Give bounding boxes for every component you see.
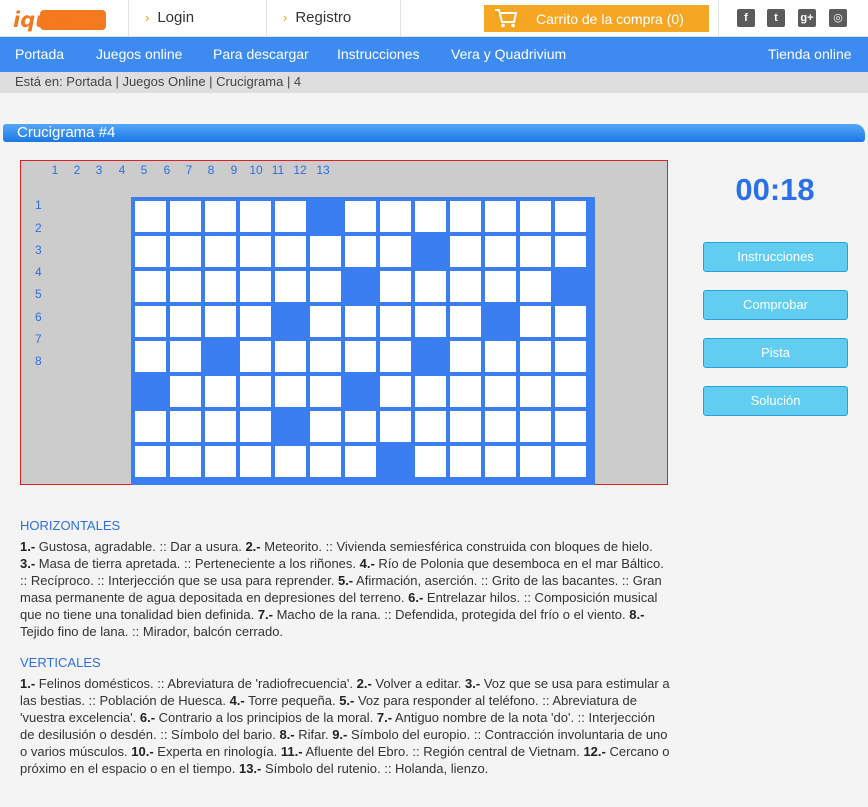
shopping-cart-icon xyxy=(494,8,518,28)
google-plus-icon[interactable]: g+ xyxy=(798,9,816,27)
crossword-cell[interactable] xyxy=(240,341,271,372)
clue-number: 2.- xyxy=(245,539,261,554)
crossword-cell[interactable] xyxy=(170,411,201,442)
crossword-cell[interactable] xyxy=(485,236,516,267)
clue-text: Antiguo nombre de la nota 'do'. :: Interjección de desilusión o desdén. :: Símbolo del bario. xyxy=(20,710,655,742)
clue-text: Afluente del Ebro. :: Región central de Vietnam. xyxy=(302,744,584,759)
crossword-cell[interactable] xyxy=(135,341,166,372)
crossword-cell[interactable] xyxy=(170,446,201,477)
cart-button[interactable] xyxy=(484,5,709,32)
crossword-block-cell xyxy=(275,306,306,337)
crossword-block-cell xyxy=(275,411,306,442)
crossword-cell[interactable] xyxy=(240,236,271,267)
crossword-cell[interactable] xyxy=(135,306,166,337)
crossword-cell[interactable] xyxy=(275,376,306,407)
column-number: 8 xyxy=(207,163,215,177)
crossword-cell[interactable] xyxy=(205,236,236,267)
chevron-right-icon: › xyxy=(283,10,288,25)
crossword-cell[interactable] xyxy=(135,201,166,232)
column-number: 4 xyxy=(118,163,126,177)
logo-text: iquiz xyxy=(13,8,70,32)
crossword-cell[interactable] xyxy=(170,306,201,337)
clue-text: Afirmación, aserción. :: Grito de las bacantes. :: Gran masa permanente de agua depositada en depresiones del terreno. xyxy=(20,573,662,605)
crossword-cell[interactable] xyxy=(170,201,201,232)
crossword-cell[interactable] xyxy=(240,376,271,407)
crossword-block-cell xyxy=(345,271,376,302)
breadcrumb: Está en: Portada | Juegos Online | Crucigrama | 4 xyxy=(0,72,868,93)
divider xyxy=(266,0,267,37)
crossword-cell[interactable] xyxy=(345,341,376,372)
top-bar xyxy=(0,0,868,37)
crossword-cell[interactable] xyxy=(450,411,481,442)
column-number: 3 xyxy=(95,163,103,177)
clue-number: 13.- xyxy=(238,761,262,776)
clue-text: Símbolo del rutenio. :: Holanda, lienzo. xyxy=(261,761,489,776)
clue-number: 6.- xyxy=(408,590,424,605)
clue-number: 2.- xyxy=(356,676,372,691)
crossword-cell[interactable] xyxy=(345,411,376,442)
twitter-icon[interactable]: t xyxy=(767,9,785,27)
crossword-cell[interactable] xyxy=(275,446,306,477)
crossword-cell[interactable] xyxy=(380,201,411,232)
clue-text: Cercano o próximo en el espacio o en el tiempo. xyxy=(20,744,670,776)
column-number: 7 xyxy=(185,163,193,177)
crossword-cell[interactable] xyxy=(310,376,341,407)
crossword-cell[interactable] xyxy=(450,376,481,407)
column-number: 2 xyxy=(73,163,81,177)
crossword-cell[interactable] xyxy=(555,341,586,372)
crossword-cell[interactable] xyxy=(135,271,166,302)
crossword-cell[interactable] xyxy=(380,341,411,372)
page-title: Crucigrama #4 xyxy=(17,124,116,141)
clue-text: Masa de tierra apretada. :: Perteneciente a los riñones. xyxy=(35,556,360,571)
nav-item-portada[interactable]: Portada xyxy=(15,46,65,62)
crossword-cell[interactable] xyxy=(485,446,516,477)
nav-item-vera-y-quadrivium[interactable]: Vera y Quadrivium xyxy=(451,46,567,62)
crossword-cell[interactable] xyxy=(380,376,411,407)
main-nav xyxy=(0,37,868,72)
clue-text: Felinos domésticos. :: Abreviatura de 'radiofrecuencia'. xyxy=(35,676,357,691)
horizontal-clues-title: HORIZONTALES xyxy=(20,518,121,533)
crossword-cell[interactable] xyxy=(555,411,586,442)
crossword-cell[interactable] xyxy=(240,446,271,477)
clue-text: Experta en rinología. xyxy=(153,744,281,759)
crossword-cell[interactable] xyxy=(310,411,341,442)
clue-text: Tejido fino de lana. :: Mirador, balcón cerrado. xyxy=(20,624,284,639)
clue-text: Contrario a los principios de la moral. xyxy=(155,710,377,725)
crossword-cell[interactable] xyxy=(205,446,236,477)
row-number: 8 xyxy=(35,354,42,368)
crossword-cell[interactable] xyxy=(275,236,306,267)
crossword-cell[interactable] xyxy=(240,411,271,442)
crossword-cell[interactable] xyxy=(485,201,516,232)
check-button[interactable]: Comprobar xyxy=(703,290,848,320)
crossword-cell[interactable] xyxy=(205,306,236,337)
nav-item-juegos-online[interactable]: Juegos online xyxy=(96,46,183,62)
clue-number: 3.- xyxy=(465,676,481,691)
crossword-cell[interactable] xyxy=(450,306,481,337)
crossword-cell[interactable] xyxy=(415,446,446,477)
crossword-cell[interactable] xyxy=(450,236,481,267)
crossword-cell[interactable] xyxy=(555,306,586,337)
horizontal-clues xyxy=(20,538,670,640)
crossword-cell[interactable] xyxy=(310,446,341,477)
crossword-cell[interactable] xyxy=(170,271,201,302)
clue-number: 5.- xyxy=(339,693,355,708)
crossword-cell[interactable] xyxy=(485,341,516,372)
clue-number: 9.- xyxy=(332,727,348,742)
crossword-cell[interactable] xyxy=(555,376,586,407)
crossword-block-cell xyxy=(415,341,446,372)
crossword-cell[interactable] xyxy=(415,306,446,337)
nav-item-tienda-online[interactable]: Tienda online xyxy=(768,46,852,62)
clue-text: Torre pequeña. xyxy=(244,693,340,708)
crossword-cell[interactable] xyxy=(485,376,516,407)
crossword-cell[interactable] xyxy=(520,306,551,337)
clue-number: 8.- xyxy=(279,727,295,742)
crossword-cell[interactable] xyxy=(345,201,376,232)
crossword-cell[interactable] xyxy=(450,271,481,302)
vertical-clues xyxy=(20,675,670,777)
facebook-icon[interactable]: f xyxy=(737,9,755,27)
row-number: 1 xyxy=(35,198,42,212)
crossword-cell[interactable] xyxy=(275,201,306,232)
clue-number: 10.- xyxy=(131,744,154,759)
crossword-cell[interactable] xyxy=(310,236,341,267)
row-number: 3 xyxy=(35,243,42,257)
clue-text: Macho de la rana. :: Defendida, protegida del frío o el viento. xyxy=(272,607,630,622)
crossword-cell[interactable] xyxy=(380,236,411,267)
cart-label: Carrito de la compra (0) xyxy=(536,11,684,27)
crossword-block-cell xyxy=(135,376,166,407)
row-number: 2 xyxy=(35,221,42,235)
crossword-grid xyxy=(131,197,595,485)
divider xyxy=(400,0,401,37)
crossword-cell[interactable] xyxy=(485,411,516,442)
crossword-cell[interactable] xyxy=(520,376,551,407)
crossword-cell[interactable] xyxy=(450,201,481,232)
crossword-cell[interactable] xyxy=(240,201,271,232)
crossword-cell[interactable] xyxy=(170,341,201,372)
crossword-block-cell xyxy=(345,376,376,407)
chevron-right-icon: › xyxy=(145,10,150,25)
clue-number: 3.- xyxy=(20,556,36,571)
column-number: 1 xyxy=(51,163,59,177)
row-number: 6 xyxy=(35,310,42,324)
divider xyxy=(718,0,719,37)
crossword-cell[interactable] xyxy=(240,271,271,302)
crossword-block-cell xyxy=(485,306,516,337)
crossword-cell[interactable] xyxy=(555,236,586,267)
clue-text: Río de Polonia que desemboca en el mar Báltico. :: Recíproco. :: Interjección que se usa para reprender. xyxy=(20,556,664,588)
divider xyxy=(128,0,129,37)
clue-number: 4.- xyxy=(359,556,375,571)
crossword-block-cell xyxy=(380,446,411,477)
crossword-cell[interactable] xyxy=(135,236,166,267)
nav-item-instrucciones[interactable]: Instrucciones xyxy=(337,46,420,62)
crossword-cell[interactable] xyxy=(485,271,516,302)
iquiz-logo[interactable] xyxy=(10,6,108,32)
crossword-cell[interactable] xyxy=(345,236,376,267)
crossword-cell[interactable] xyxy=(205,376,236,407)
crossword-board xyxy=(20,160,668,485)
clue-number: 12.- xyxy=(583,744,606,759)
column-number: 10 xyxy=(249,163,263,177)
column-number: 12 xyxy=(293,163,307,177)
crossword-block-cell xyxy=(555,271,586,302)
crossword-cell[interactable] xyxy=(170,376,201,407)
clue-number: 1.- xyxy=(20,539,36,554)
section-header xyxy=(3,124,865,142)
crossword-cell[interactable] xyxy=(520,411,551,442)
crossword-cell[interactable] xyxy=(310,271,341,302)
clue-number: 5.- xyxy=(337,573,354,588)
crossword-cell[interactable] xyxy=(275,271,306,302)
crossword-block-cell xyxy=(205,341,236,372)
crossword-cell[interactable] xyxy=(170,236,201,267)
clue-number: 8.- xyxy=(629,607,645,622)
hint-button[interactable]: Pista xyxy=(703,338,848,368)
column-number: 6 xyxy=(163,163,171,177)
crossword-cell[interactable] xyxy=(135,411,166,442)
clue-text: Voz para responder al teléfono. :: Abreviatura de 'vuestra excelencia'. xyxy=(20,693,637,725)
crossword-cell[interactable] xyxy=(135,446,166,477)
clue-number: 11.- xyxy=(280,744,303,759)
vertical-clues-title: VERTICALES xyxy=(20,655,101,670)
login-link[interactable] xyxy=(145,9,194,26)
crossword-cell[interactable] xyxy=(380,411,411,442)
clue-text: Volver a editar. xyxy=(371,676,466,691)
crossword-cell[interactable] xyxy=(520,341,551,372)
crossword-cell[interactable] xyxy=(415,201,446,232)
login-label: Login xyxy=(157,9,195,26)
register-link[interactable] xyxy=(283,9,351,26)
instagram-icon[interactable]: ◎ xyxy=(829,9,847,27)
crossword-cell[interactable] xyxy=(275,341,306,372)
clue-text: Meteorito. :: Vivienda semiesférica construida con bloques de hielo. xyxy=(260,539,653,554)
row-number: 7 xyxy=(35,332,42,346)
clue-text: Símbolo del europio. :: Contracción involuntaria de uno o varios músculos. xyxy=(20,727,668,759)
clue-text: Voz que se usa para estimular a las bestias. :: Población de Huesca. xyxy=(20,676,670,708)
crossword-cell[interactable] xyxy=(205,411,236,442)
crossword-cell[interactable] xyxy=(555,201,586,232)
crossword-cell[interactable] xyxy=(415,411,446,442)
clue-number: 4.- xyxy=(229,693,245,708)
crossword-cell[interactable] xyxy=(450,341,481,372)
solution-button[interactable]: Solución xyxy=(703,386,848,416)
column-number: 11 xyxy=(271,163,285,177)
crossword-cell[interactable] xyxy=(240,306,271,337)
crossword-cell[interactable] xyxy=(450,446,481,477)
clue-text: Entrelazar hilos. :: Composición musical que no tiene una tonalidad bien definida. xyxy=(20,590,658,622)
clue-number: 6.- xyxy=(139,710,156,725)
row-number: 4 xyxy=(35,265,42,279)
crossword-cell[interactable] xyxy=(520,446,551,477)
crossword-cell[interactable] xyxy=(345,446,376,477)
crossword-cell[interactable] xyxy=(380,306,411,337)
register-label: Registro xyxy=(295,9,352,26)
column-number: 5 xyxy=(140,163,148,177)
instructions-button[interactable]: Instrucciones xyxy=(703,242,848,272)
crossword-block-cell xyxy=(415,236,446,267)
clue-text: Rifar. xyxy=(294,727,333,742)
crossword-cell[interactable] xyxy=(205,201,236,232)
nav-item-para-descargar[interactable]: Para descargar xyxy=(213,46,309,62)
crossword-cell[interactable] xyxy=(310,341,341,372)
clue-number: 7.- xyxy=(376,710,393,725)
crossword-cell[interactable] xyxy=(310,306,341,337)
row-number: 5 xyxy=(35,287,42,301)
crossword-cell[interactable] xyxy=(520,201,551,232)
column-number: 9 xyxy=(230,163,238,177)
crossword-cell[interactable] xyxy=(555,446,586,477)
crossword-block-cell xyxy=(310,201,341,232)
clue-text: Gustosa, agradable. :: Dar a usura. xyxy=(35,539,246,554)
crossword-cell[interactable] xyxy=(205,271,236,302)
crossword-cell[interactable] xyxy=(520,236,551,267)
crossword-cell[interactable] xyxy=(415,376,446,407)
game-timer: 00:18 xyxy=(735,172,815,207)
crossword-cell[interactable] xyxy=(345,306,376,337)
clue-number: 7.- xyxy=(257,607,273,622)
crossword-cell[interactable] xyxy=(415,271,446,302)
column-number: 13 xyxy=(316,163,330,177)
clue-number: 1.- xyxy=(20,676,36,691)
crossword-cell[interactable] xyxy=(520,271,551,302)
crossword-cell[interactable] xyxy=(380,271,411,302)
